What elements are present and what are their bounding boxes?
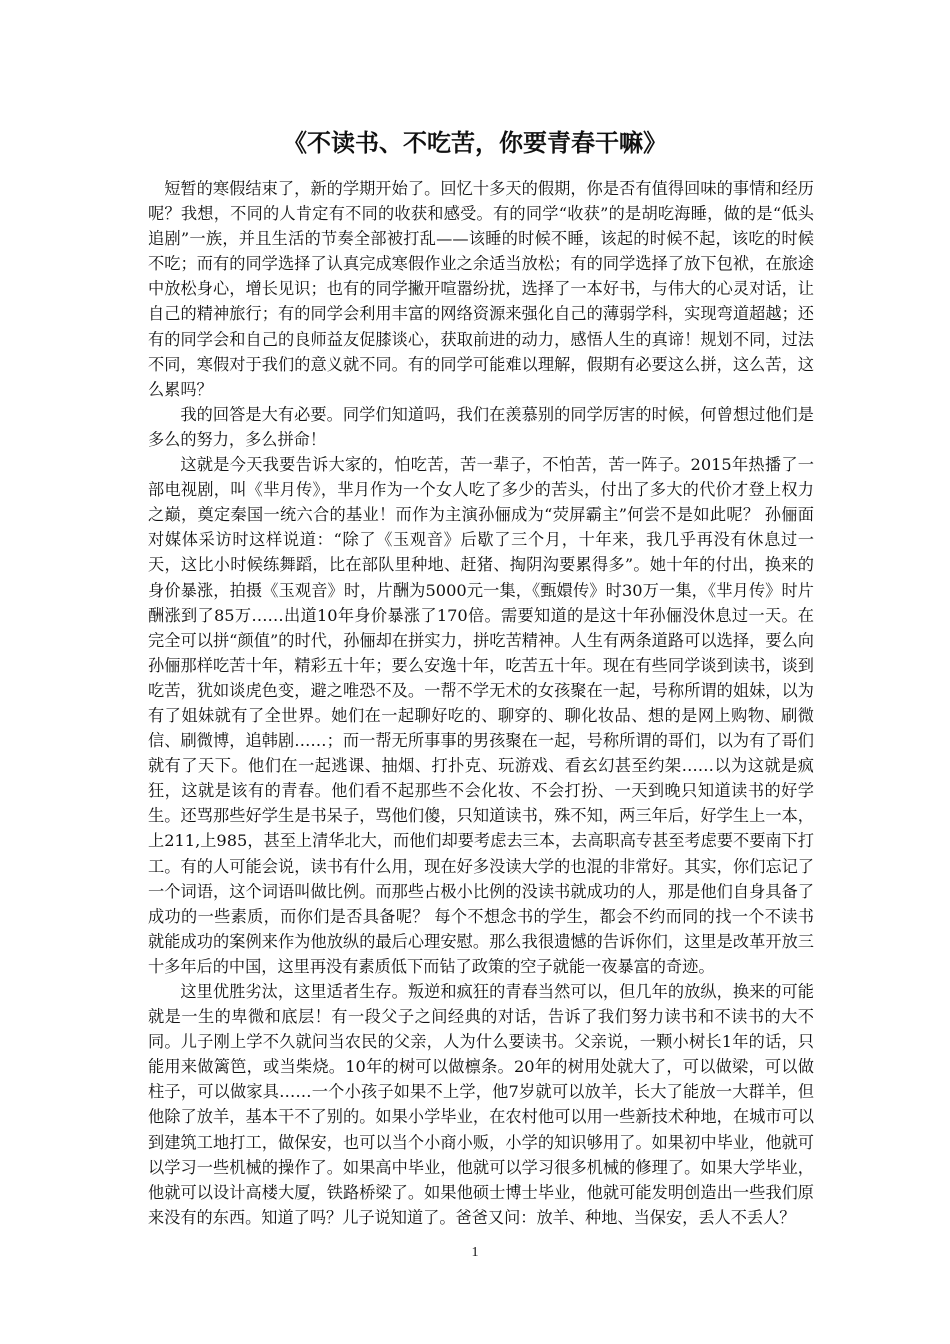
paragraph-3: 这就是今天我要告诉大家的，怕吃苦，苦一辈子，不怕苦，苦一阵子。2015年热播了一部电视剧，叫《芈月传》，芈月作为一个女人吃了多少的苦头，付出了多大的代价才登上权力之巅，奠定秦国一统六合的基业！而作为主演孙俪成为“荧屏霸主”何尝不是如此呢？ 孙俪面对媒体采访时这样说道：“除了《玉观音》后歇了三个月，十年来，我几乎再没有休息过一天，这比小时候练舞蹈，比在部队里种地、赶猪、掏阴沟要累得多”。她十年的付出，换来的身价暴涨，拍摄《玉观音》时，片酬为5000元一集，《甄嬛传》时30万一集，《芈月传》时片酬涨到了85万……出道10年身价暴涨了170倍。需要知道的是这十年孙俪没休息过一天。在完全可以拼“颜值”的时代，孙俪却在拼实力，拼吃苦精神。人生有两条道路可以选择，要么向孙俪那样吃苦十年，精彩五十年；要么安逸十年，吃苦五十年。现在有些同学谈到读书，谈到吃苦，犹如谈虎色变，避之唯恐不及。一帮不学无术的女孩聚在一起，号称所谓的姐妹，以为有了姐妹就有了全世界。她们在一起聊好吃的、聊穿的、聊化妆品、想的是网上购物、刷微信、刷微博，追韩剧……；而一帮无所事事的男孩聚在一起，号称所谓的哥们，以为有了哥们就有了天下。他们在一起逃课、抽烟、打扑克、玩游戏、看玄幻甚至约架……以为这就是疯狂，这就是该有的青春。他们看不起那些不会化妆、不会打扮、一天到晚只知道读书的好学生。还骂那些好学生是书呆子，骂他们傻，只知道读书，殊不知，两三年后，好学生上一本，上211,上985，甚至上清华北大，而他们却要考虑去三本，去高职高专甚至考虑要不要南下打工。有的人可能会说，读书有什么用，现在好多没读大学的也混的非常好。其实，你们忘记了一个词语，这个词语叫做比例。而那些占极小比例的没读书就成功的人，那是他们自身具备了成功的一些素质，而你们是否具备呢？ 每个不想念书的学生，都会不约而同的找一个不读书就能成功的案例来作为他放纵的最后心理安慰。那么我很遗憾的告诉你们，这里是改革开放三十多年后的中国，这里再没有素质低下而钻了政策的空子就能一夜暴富的奇迹。 (148, 455, 814, 976)
paragraph-2: 我的回答是大有必要。同学们知道吗，我们在羡慕别的同学厉害的时候，何曾想过他们是多么的努力，多么拼命！ (148, 404, 814, 449)
paragraph-4: 这里优胜劣汰，这里适者生存。叛逆和疯狂的青春当然可以，但几年的放纵，换来的可能就是一生的卑微和底层！有一段父子之间经典的对话，告诉了我们努力读书和不读书的大不同。儿子刚上学不久就问当农民的父亲，人为什么要读书。父亲说，一颗小树长1年的话，只能用来做篱笆，或当柴烧。10年的树可以做檩条。20年的树用处就大了，可以做梁，可以做柱子，可以做家具……一个小孩子如果不上学，他7岁就可以放羊，长大了能放一大群羊，但他除了放羊，基本干不了别的。如果小学毕业，在农村他可以用一些新技术种地，在城市可以到建筑工地打工，做保安，也可以当个小商小贩，小学的知识够用了。如果初中毕业，他就可以学习一些机械的操作了。如果高中毕业，他就可以学习很多机械的修理了。如果大学毕业，他就可以设计高楼大厦，铁路桥梁了。如果他硕士博士毕业，他就可能发明创造出一些我们原来没有的东西。知道了吗？儿子说知道了。爸爸又问：放羊、种地、当保安，丢人不丢人？ (148, 982, 814, 1227)
document-title: 《不读书、不吃苦，你要青春干嘛》 (283, 129, 667, 157)
document-body (148, 176, 814, 1230)
page-number: 1 (471, 1245, 479, 1260)
paragraph-1: 短暂的寒假结束了，新的学期开始了。回忆十多天的假期，你是否有值得回味的事情和经历呢？我想，不同的人肯定有不同的收获和感受。有的同学“收获”的是胡吃海睡，做的是“低头追剧”一族，并且生活的节奏全部被打乱——该睡的时候不睡，该起的时候不起，该吃的时候不吃；而有的同学选择了认真完成寒假作业之余适当放松；有的同学选择了放下包袱，在旅途中放松身心，增长见识；也有的同学撇开喧嚣纷扰，选择了一本好书，与伟大的心灵对话，让自己的精神旅行；有的同学会利用丰富的网络资源来强化自己的薄弱学科，实现弯道超越；还有的同学会和自己的良师益友促膝谈心，获取前进的动力，感悟人生的真谛！规划不同，过法不同，寒假对于我们的意义就不同。有的同学可能难以理解，假期有必要这么拼，这么苦，这么累吗？ (148, 179, 814, 399)
